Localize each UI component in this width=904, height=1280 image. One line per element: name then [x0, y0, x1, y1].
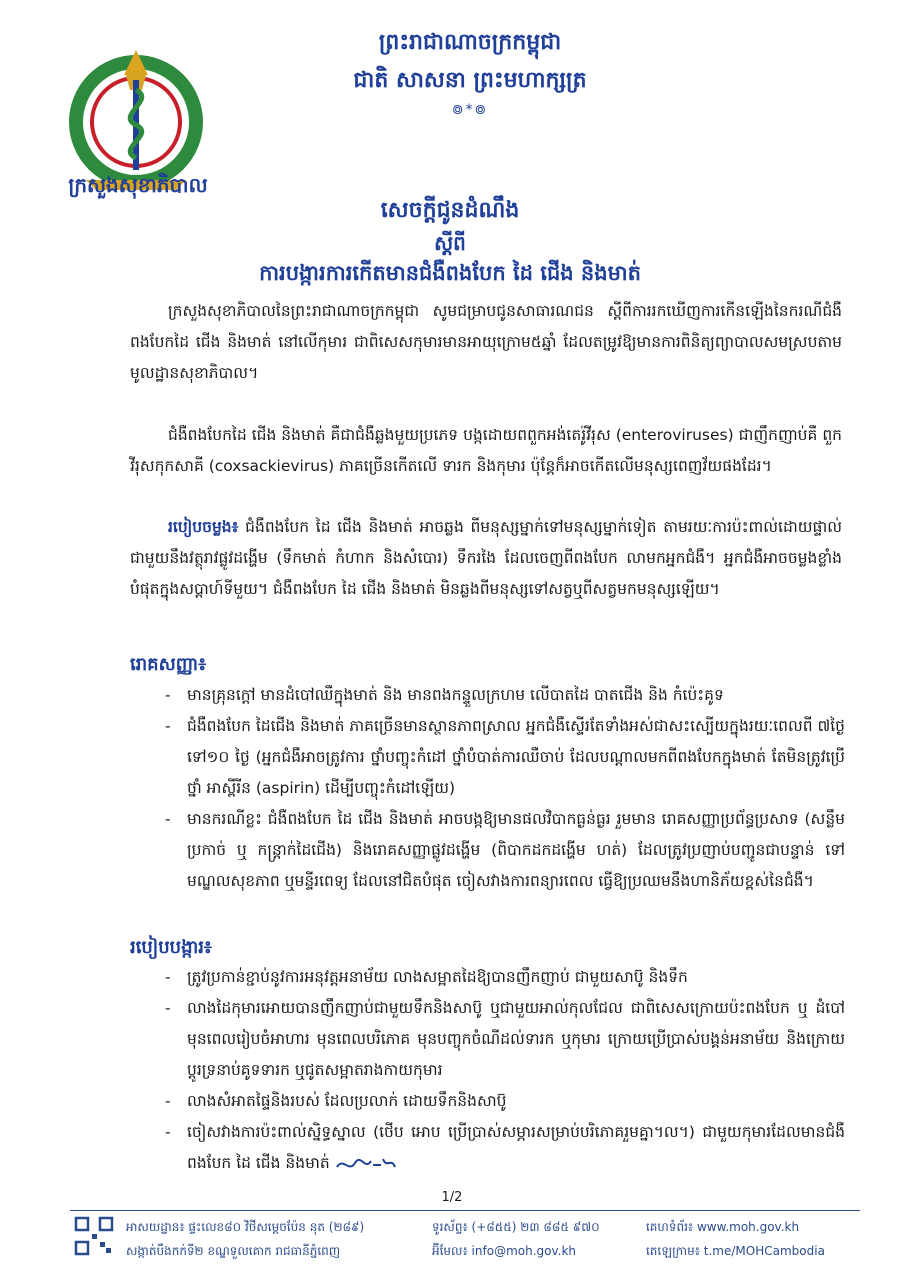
footer-telegram[interactable]: តេឡេក្រាម៖ t.me/MOHCambodia: [646, 1244, 825, 1258]
prevention-heading: របៀបបង្ការ៖: [130, 937, 212, 958]
list-item: - ជំងឺពងបែក ដៃជើង និងមាត់ ភាគច្រើនមានស្ថានភាពស្រាល អ្នកជំងឺស្ទើរតែទាំងអស់ជាសះស្បើយក្នុងរយៈពេលពី ៧ថ្ងៃ ទៅ១០ ថ្ងៃ (អ្នកជំងឺអាចត្រូវការ ថ្នាំបញ្ចុះកំដៅ ថ្នាំបំបាត់ការឈឺចាប់ ដែលបណ្ដាលមកពីពងបែកក្នុងមាត់ តែមិនត្រូវប្រើថ្នាំ អាស្ពីរីន (aspirin) ដើម្បីបញ្ចុះកំដៅឡើយ): [165, 711, 845, 804]
ministry-name: ក្រសួងសុខាភិបាល: [68, 173, 208, 197]
header-ornament: ៙*៙: [451, 102, 489, 118]
list-item: [165, 1117, 845, 1179]
symptoms-list: [165, 680, 845, 897]
list-item: - ត្រូវប្រកាន់ខ្ជាប់នូវការអនុវត្តអនាម័យ លាងសម្អាតដៃឱ្យបានញឹកញាប់ ជាមួយសាប៊ូ និងទឹក: [165, 962, 845, 993]
intro-paragraph: [130, 296, 842, 389]
transmission-heading: របៀបចម្លង៖: [168, 518, 239, 536]
definition-text: ជំងឺពងបែកដៃ ជើង និងមាត់ គឺជាជំងឺឆ្លងមួយប្រភេទ បង្កដោយពពួកអង់តេរ៉ូវីរុស (enteroviruses) ជាញឹកញាប់គឺ ពួកវីរុសកុកសាគី (coxsackievirus) ភាគច្រើនកើតលើ ទារក និងកុមារ ប៉ុន្តែក៏អាចកើតលើមនុស្សពេញវ័យផងដែរ។: [130, 426, 842, 475]
transmission-paragraph: [130, 512, 842, 605]
symptoms-heading: រោគសញ្ញា៖: [130, 654, 207, 675]
list-item: - មានគ្រុនក្ដៅ មានដំបៅឈឺក្នុងមាត់ និង មានពងកន្ទួលក្រហម លើបាតដៃ បាតជើង និង កំប៉េះគូទ: [165, 680, 845, 711]
intro-text: ក្រសួងសុខាភិបាលនៃព្រះរាជាណាចក្រកម្ពុជា សូមជម្រាបជូនសាធារណជន ស្ដីពីការរកឃើញការកើនឡើងនៃករណីជំងឺពងបែកដៃ ជើង និងមាត់ នៅលើកុមារ ជាពិសេសកុមារមានអាយុក្រោម៥ឆ្នាំ ដែលតម្រូវឱ្យមានការពិនិត្យព្យាបាលសមស្របតាមមូលដ្ឋានសុខាភិបាល។: [130, 302, 842, 382]
document-title: សេចក្ដីជូនដំណឹង: [380, 197, 520, 223]
footer-email[interactable]: អ៊ីមែល៖ info@moh.gov.kh: [432, 1244, 577, 1258]
list-item: - មានករណីខ្លះ ជំងឺពងបែក ដៃ ជើង និងមាត់ អាចបង្កឱ្យមានផលវិបាកធ្ងន់ធ្ងរ រួមមាន រោគសញ្ញាប្រព័ន្ធប្រសាទ (សន្លឹម ប្រកាច់ ឬ កន្ត្រាក់ដៃជើង) និងរោគសញ្ញាផ្លូវដង្ហើម (ពិបាកដកដង្ហើម ហត់) ដែលត្រូវប្រញាប់បញ្ជូនជាបន្ទាន់ ទៅមណ្ឌលសុខភាព ឬមន្ទីរពេទ្យ ដែលនៅជិតបំផុត ចៀសវាងការពន្យារពេល ធ្វើឱ្យប្រឈមនឹងហានិភ័យខ្ពស់នៃជំងឺ។: [165, 804, 845, 897]
disease-definition-paragraph: [130, 420, 842, 482]
list-item: - លាងដៃកុមារអោយបានញឹកញាប់ជាមួយទឹកនិងសាប៊ូ ឬជាមួយអាល់កុលជែល ជាពិសេសក្រោយប៉ះពងបែក ឬ ដំបៅ មុនពេលរៀបចំអាហារ មុនពេលបរិភោគ មុនបញ្ចុកចំណីដល់ទារក ឬកុមារ ក្រោយប្រើប្រាស់បង្គន់អនាម័យ និងក្រោយប្ដូរទ្រនាប់គូទទារក ឬជូតសម្អាតរាងកាយកុមារ: [165, 993, 845, 1086]
prevention-list: [165, 962, 845, 1179]
page-number: 1/2: [441, 1190, 463, 1205]
transmission-text: ជំងឺពងបែក ដៃ ជើង និងមាត់ អាចឆ្លង ពីមនុស្សម្នាក់ទៅមនុស្សម្នាក់ទៀត តាមរយៈការប៉ះពាល់ដោយផ្ទាល់ជាមួយនឹងវត្ថុរាវផ្លូវដង្ហើម (ទឹកមាត់ កំហាក និងសំបោរ) ទឹករងៃ ដែលចេញពីពងបែក លាមកអ្នកជំងឺ។ អ្នកជំងឺអាចចម្លងខ្លាំងបំផុតក្នុងសប្ដាហ៍ទីមួយ។ ជំងឺពងបែក ដៃ ជើង និងមាត់ មិនឆ្លងពីមនុស្សទៅសត្វឬពីសត្វមកមនុស្សឡើយ។: [130, 518, 842, 598]
initials-signature: [335, 1153, 397, 1175]
qr-code-icon: [74, 1216, 114, 1256]
national-motto: ជាតិ សាសនា ព្រះមហាក្សត្រ: [353, 67, 587, 93]
footer-address-line2: សង្កាត់បឹងកក់ទី២ ខណ្ឌទួលគោក រាជធានីភ្នំពេញ: [126, 1244, 341, 1258]
footer-address-line1: អាសយដ្ឋាន៖ ផ្ទះលេខ៨០ វិថីសម្ដេចប៉ែន នុត (២៨៩): [126, 1220, 365, 1234]
kingdom-title: ព្រះរាជាណាចក្រកម្ពុជា: [378, 29, 562, 55]
footer-phone: ទូរស័ព្ទ៖ (+៨៥៥) ២៣ ៨៨៥ ៩៧០: [432, 1220, 600, 1234]
document-about: ស្ដីពី: [434, 231, 466, 255]
document-subject: ការបង្ការការកើតមានជំងឺពងបែក ដៃ ជើង និងមាត់: [259, 260, 641, 285]
list-item: - លាងសំអាតផ្ទៃនិងរបស់ ដែលប្រលាក់ ដោយទឹកនិងសាប៊ូ: [165, 1086, 845, 1117]
footer-website[interactable]: គេហទំព័រ៖ www.moh.gov.kh: [646, 1220, 800, 1234]
footer-divider: [70, 1210, 860, 1211]
list-item-text: ចៀសវាងការប៉ះពាល់ស្និទ្ធស្នាល (ថើប អោប ប្រើប្រាស់សម្ភារសម្រាប់បរិភោគរួមគ្នា។ល។) ជាមួយកុមារដែលមានជំងឺពងបែក ដៃ ជើង និងមាត់: [187, 1123, 845, 1172]
